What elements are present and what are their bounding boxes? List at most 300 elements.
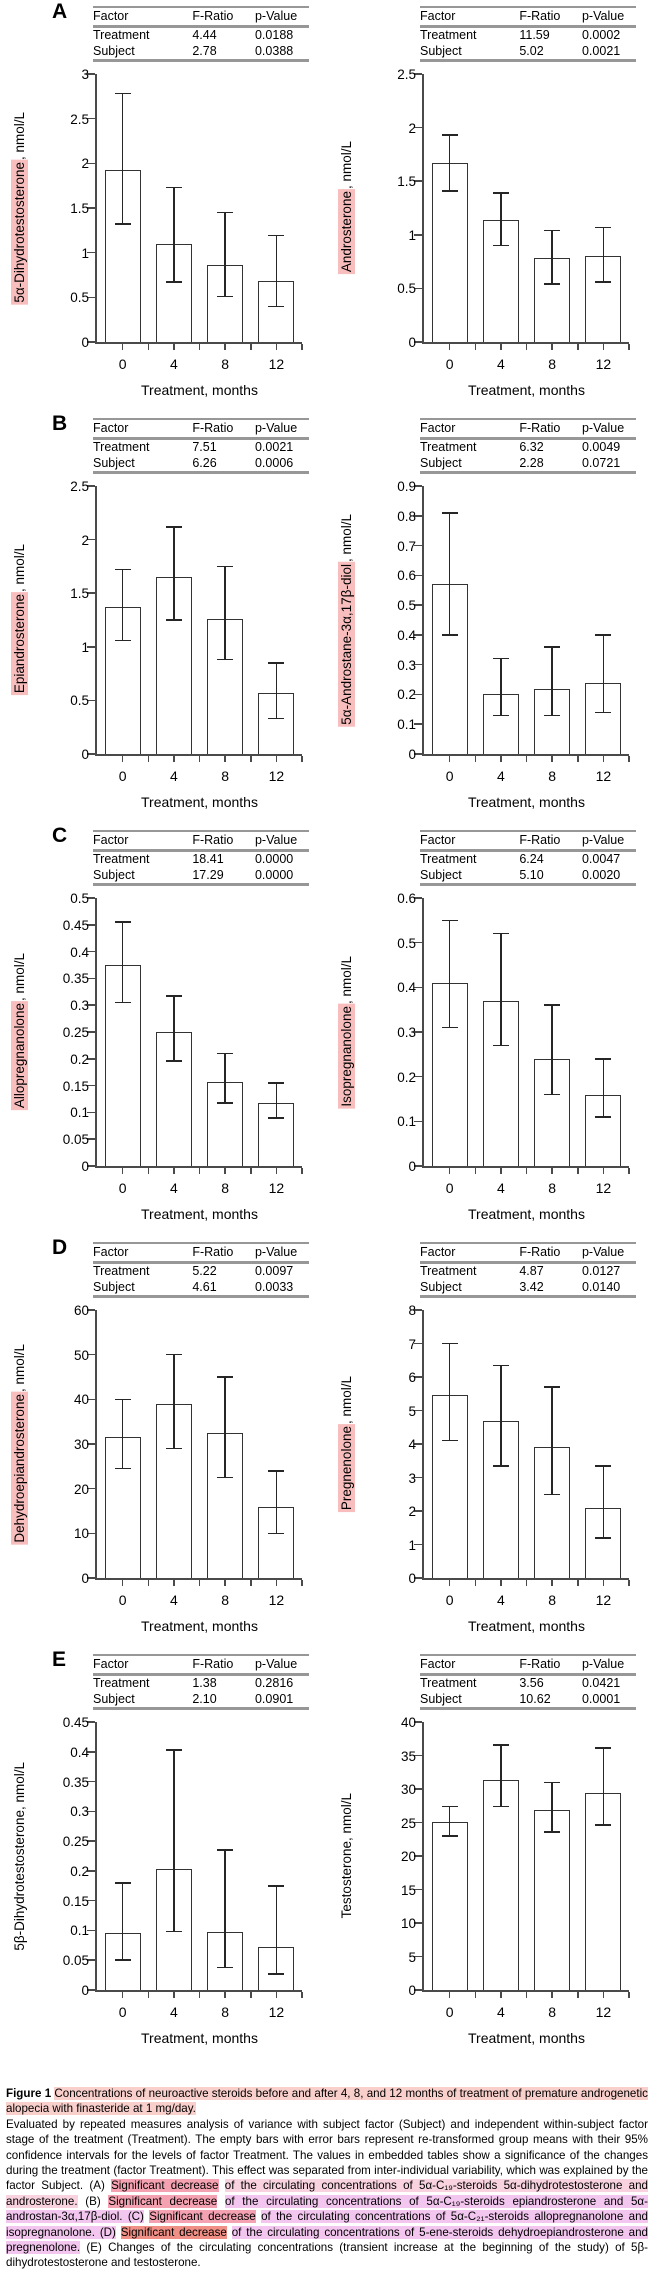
- y-tick-label: 2.5: [397, 67, 416, 82]
- error-bar-line: [449, 920, 451, 1027]
- stats-row: [420, 851, 636, 868]
- stats-cell: 7.51: [192, 440, 217, 454]
- y-tick-label: 8: [408, 1303, 416, 1318]
- x-tick-label: 8: [221, 1180, 230, 1196]
- x-tick: [148, 756, 150, 762]
- error-bar-line: [276, 1886, 278, 1974]
- y-axis-label-text: [12, 112, 27, 305]
- plot-area: [70, 67, 302, 398]
- plot-area: [397, 891, 629, 1222]
- x-tick: [199, 1168, 201, 1174]
- y-tick-label: 0.1: [70, 1105, 89, 1121]
- error-bar-cap: [166, 995, 182, 997]
- error-bar-line: [551, 1005, 553, 1094]
- stats-header-row: [420, 7, 636, 27]
- chart-B-right: [327, 412, 654, 824]
- y-tick-label: 0.2: [397, 687, 416, 703]
- stats-row: [93, 44, 309, 61]
- x-tick: [551, 756, 553, 762]
- stats-cell: 6.24: [519, 852, 544, 866]
- y-tick-label: 30: [400, 1782, 416, 1797]
- error-bar-line: [500, 934, 502, 1046]
- error-bar-line: [224, 1053, 226, 1102]
- x-tick: [526, 1168, 528, 1174]
- y-axis-label-text: [12, 544, 27, 695]
- error-bar-line: [500, 1745, 502, 1807]
- y-axis-label-name: Allopregnanolone: [11, 1003, 27, 1109]
- stats-row: [93, 851, 309, 868]
- x-tick: [224, 344, 226, 350]
- x-tick: [122, 1168, 124, 1174]
- stats-header: Factor: [93, 419, 192, 439]
- stats-header: p-Value: [255, 831, 309, 851]
- stats-header: Factor: [420, 1243, 519, 1263]
- stats-header-row: [93, 419, 309, 439]
- error-bar-line: [276, 1471, 278, 1534]
- error-bar-cap: [493, 1744, 509, 1746]
- error-bar-cap: [493, 192, 509, 194]
- x-tick-label: 0: [445, 1180, 454, 1196]
- y-tick-label: 1.5: [70, 201, 89, 216]
- stats-header: Factor: [93, 831, 192, 851]
- y-tick-label: 0.45: [62, 1715, 89, 1730]
- error-bar-cap: [442, 190, 458, 192]
- error-bar-cap: [217, 659, 233, 661]
- y-tick-label: 5: [408, 1949, 416, 1965]
- stats-cell: 6.26: [192, 455, 217, 470]
- stats-row: [93, 27, 309, 44]
- error-bar-cap: [493, 1045, 509, 1047]
- x-tick: [148, 344, 150, 350]
- x-tick: [500, 1168, 502, 1174]
- y-axis-label-unit: , nmol/L: [338, 141, 354, 190]
- error-bar-cap: [217, 212, 233, 214]
- error-bar-cap: [595, 712, 611, 714]
- error-bar-cap: [493, 1365, 509, 1367]
- stats-row: [93, 1675, 309, 1692]
- stats-cell: Treatment: [93, 440, 150, 454]
- error-bar-cap: [442, 1027, 458, 1029]
- x-tick: [276, 756, 278, 762]
- y-tick-label: 1.5: [397, 174, 416, 190]
- y-tick-label: 0.25: [62, 1025, 89, 1040]
- x-tick-label: 0: [445, 356, 454, 372]
- stats-cell: 6.32: [519, 440, 544, 454]
- stats-cell: 0.0421: [581, 1676, 621, 1690]
- x-tick: [500, 344, 502, 350]
- x-tick-label: 12: [595, 1180, 612, 1196]
- error-bar-cap: [268, 306, 284, 308]
- x-tick: [173, 1580, 175, 1586]
- stats-table: [93, 1654, 309, 1710]
- stats-cell: 0.0021: [254, 440, 294, 454]
- x-tick-label: 4: [496, 1592, 505, 1608]
- stats-header: F-Ratio: [519, 7, 582, 27]
- stats-header: F-Ratio: [192, 1655, 255, 1675]
- chart-C-left: [0, 824, 327, 1236]
- error-bar-cap: [493, 1806, 509, 1808]
- stats-row: [93, 439, 309, 456]
- stats-header-row: [93, 831, 309, 851]
- y-axis-label: [6, 898, 32, 1166]
- error-bar-cap: [166, 619, 182, 621]
- x-tick: [199, 1992, 201, 1998]
- x-tick: [199, 1580, 201, 1586]
- stats-header: p-Value: [582, 831, 636, 851]
- y-axis-label-name: 5β-Dihydrotestosterone: [11, 1809, 27, 1951]
- x-tick: [526, 1992, 528, 1998]
- x-tick: [628, 756, 630, 762]
- caption-segment: Significant decrease: [120, 2225, 227, 2239]
- error-bar-cap: [217, 1849, 233, 1851]
- y-axis-label-unit: , nmol/L: [338, 513, 354, 562]
- y-tick-label: 0.05: [62, 1132, 89, 1148]
- x-tick-label: 4: [169, 2004, 178, 2020]
- stats-cell: Subject: [93, 1279, 135, 1294]
- y-tick-label: 4: [408, 1437, 416, 1452]
- stats-header-row: [420, 419, 636, 439]
- x-tick: [475, 1992, 477, 1998]
- caption-segment: of the circulating concentrations of 5α-C₁₉-steroids 5α-dihydrotestosterone and androsterone.: [6, 2179, 649, 2208]
- error-bar-cap: [595, 634, 611, 636]
- error-bar-cap: [595, 1465, 611, 1467]
- y-tick-label: 0: [408, 1571, 416, 1586]
- stats-cell: Subject: [420, 455, 462, 470]
- caption-segment: of the circulating concentrations of 5α-C₂₁-steroids allopregnanolone and isopregnanolone. (D): [6, 2210, 648, 2239]
- error-bar-cap: [217, 1376, 233, 1378]
- x-tick-label: 12: [268, 1180, 285, 1196]
- stats-cell: Subject: [93, 455, 135, 470]
- plot-area: [70, 479, 302, 810]
- error-bar-cap: [115, 569, 131, 571]
- y-tick-label: 0.3: [397, 657, 416, 673]
- y-tick-label: 25: [400, 1815, 416, 1831]
- error-bar-line: [122, 1883, 124, 1960]
- y-tick-label: 0.6: [397, 568, 416, 584]
- x-tick: [628, 1580, 630, 1586]
- caption-segment: [227, 2226, 232, 2239]
- y-tick-label: 0.35: [62, 971, 89, 987]
- error-bar-line: [603, 1748, 605, 1825]
- x-tick: [122, 344, 124, 350]
- error-bar-line: [603, 227, 605, 282]
- y-tick-label: 0: [408, 1159, 416, 1174]
- x-tick: [603, 1580, 605, 1586]
- x-tick: [250, 1580, 252, 1586]
- stats-cell: 5.02: [519, 43, 544, 58]
- y-tick-label: 0.5: [397, 281, 416, 297]
- stats-header-row: [420, 1655, 636, 1675]
- y-tick-label: 0.5: [70, 290, 89, 306]
- x-axis-label: Treatment, months: [141, 794, 258, 810]
- x-tick: [526, 344, 528, 350]
- x-tick: [577, 1580, 579, 1586]
- x-tick: [301, 344, 303, 350]
- stats-cell: 3.42: [519, 1279, 544, 1294]
- x-tick: [224, 1992, 226, 1998]
- error-bar-cap: [166, 1749, 182, 1751]
- error-bar-cap: [442, 512, 458, 514]
- x-tick: [551, 1992, 553, 1998]
- caption-segment: Evaluated by repeated measures analysis of variance with subject factor (Subject) and independent within-subject factor stage of the treatment (Treatment). The empty bars with error bars represent re-transformed group means with their 95% confidence intervals for the levels of factor Treatment. The values in embedded tables show a significance of the changes during the treatment (factor Treatment). This effect was separated from inter-individual variability, which was explained by the factor Subject. (A): [6, 2117, 648, 2193]
- x-tick: [449, 344, 451, 350]
- y-tick-label: 10: [400, 1916, 416, 1931]
- stats-cell: 0.0033: [254, 1279, 294, 1294]
- error-bar-cap: [544, 283, 560, 285]
- y-tick-label: 0: [81, 1159, 89, 1174]
- panel-label-B: B: [52, 412, 68, 435]
- y-tick-label: 3: [81, 67, 89, 82]
- stats-cell: Subject: [420, 1691, 462, 1706]
- stats-cell: Subject: [420, 43, 462, 58]
- error-bar-line: [224, 1377, 226, 1478]
- stats-cell: Treatment: [93, 1676, 150, 1690]
- y-tick-label: 0.35: [62, 1774, 89, 1790]
- y-tick-label: 30: [73, 1437, 89, 1452]
- error-bar-cap: [268, 662, 284, 664]
- y-tick-label: 0.3: [70, 1804, 89, 1820]
- error-bar-line: [122, 570, 124, 641]
- y-axis-label-text: [339, 514, 354, 727]
- error-bar-cap: [166, 1931, 182, 1933]
- x-tick: [148, 1992, 150, 1998]
- x-axis-label: Treatment, months: [468, 2030, 585, 2046]
- x-tick: [500, 1992, 502, 1998]
- error-bar-cap: [595, 1116, 611, 1118]
- panel-B: [0, 412, 654, 824]
- y-axis-label-unit: , nmol/L: [11, 111, 27, 160]
- error-bar-line: [551, 647, 553, 715]
- x-tick: [250, 1168, 252, 1174]
- y-axis-label: [6, 1310, 32, 1578]
- y-tick-label: 2.5: [70, 479, 89, 494]
- error-bar-cap: [595, 227, 611, 229]
- x-tick: [449, 1580, 451, 1586]
- x-tick: [603, 1168, 605, 1174]
- stats-cell: 2.10: [192, 1691, 217, 1706]
- stats-header: Factor: [93, 1243, 192, 1263]
- y-axis-label-unit: , nmol/L: [11, 1761, 27, 1810]
- y-axis-label: [6, 486, 32, 754]
- error-bar-cap: [544, 1494, 560, 1496]
- stats-header-row: [420, 831, 636, 851]
- stats-cell: 0.0021: [581, 43, 621, 58]
- x-tick: [551, 1168, 553, 1174]
- x-tick: [173, 1168, 175, 1174]
- y-tick-label: 0.9: [397, 479, 416, 494]
- error-bar-line: [551, 1387, 553, 1494]
- stats-header: p-Value: [582, 1243, 636, 1263]
- x-tick-label: 0: [118, 2004, 127, 2020]
- y-tick-label: 6: [408, 1370, 416, 1385]
- x-axis-label: Treatment, months: [468, 794, 585, 810]
- error-bar-cap: [268, 1973, 284, 1975]
- error-bar-cap: [442, 634, 458, 636]
- x-tick-label: 4: [496, 1180, 505, 1196]
- y-tick-label: 0.15: [62, 1078, 89, 1094]
- stats-cell: 10.62: [519, 1691, 551, 1706]
- error-bar-line: [276, 663, 278, 719]
- y-tick-label: 0.5: [70, 693, 89, 709]
- x-tick: [122, 1992, 124, 1998]
- x-tick-label: 0: [445, 1592, 454, 1608]
- y-tick-label: 35: [400, 1748, 416, 1764]
- stats-row: [420, 1692, 636, 1709]
- y-tick-label: 0.3: [397, 1025, 416, 1040]
- x-tick: [276, 1168, 278, 1174]
- error-bar-line: [603, 1466, 605, 1538]
- x-tick: [276, 344, 278, 350]
- x-tick-label: 8: [221, 1592, 230, 1608]
- stats-row: [420, 456, 636, 473]
- stats-cell: 0.0049: [581, 440, 621, 454]
- stats-cell: 11.59: [519, 28, 550, 42]
- y-tick-label: 7: [408, 1336, 416, 1352]
- stats-cell: 0.0188: [254, 28, 294, 42]
- y-axis-label-unit: , nmol/L: [11, 1343, 27, 1392]
- y-tick-label: 0.1: [397, 717, 416, 733]
- y-axis-label-text: [339, 141, 354, 274]
- error-bar-cap: [595, 281, 611, 283]
- y-tick-label: 2: [81, 532, 89, 548]
- stats-header: F-Ratio: [192, 419, 255, 439]
- x-axis-label: Treatment, months: [141, 1206, 258, 1222]
- x-tick: [224, 1580, 226, 1586]
- stats-table: [93, 830, 309, 886]
- x-tick: [250, 344, 252, 350]
- caption-segment: [219, 2179, 225, 2192]
- x-tick-label: 12: [595, 356, 612, 372]
- error-bar-cap: [217, 566, 233, 568]
- y-tick-label: 0.1: [70, 1923, 89, 1939]
- error-bar-cap: [493, 715, 509, 717]
- error-bar-line: [276, 236, 278, 307]
- x-tick-label: 0: [118, 1180, 127, 1196]
- x-tick: [577, 344, 579, 350]
- stats-cell: 18.41: [192, 852, 224, 866]
- error-bar-cap: [115, 640, 131, 642]
- error-bar-cap: [217, 1102, 233, 1104]
- stats-table: [93, 418, 309, 474]
- error-bar-cap: [595, 1058, 611, 1060]
- error-bar-line: [173, 1355, 175, 1449]
- x-tick: [603, 344, 605, 350]
- stats-cell: Treatment: [420, 1676, 477, 1690]
- error-bar-cap: [268, 1533, 284, 1535]
- stats-cell: 0.0127: [581, 1264, 621, 1278]
- y-axis-label: [333, 74, 359, 342]
- stats-cell: Treatment: [93, 1264, 150, 1278]
- error-bar-line: [173, 187, 175, 282]
- y-tick-label: 0.7: [397, 538, 416, 554]
- x-tick-label: 4: [496, 768, 505, 784]
- x-tick: [526, 756, 528, 762]
- error-bar-cap: [493, 245, 509, 247]
- chart-A-left: [0, 0, 327, 412]
- chart-A-right: [327, 0, 654, 412]
- x-tick: [449, 1168, 451, 1174]
- x-tick: [551, 344, 553, 350]
- x-tick-label: 0: [118, 768, 127, 784]
- x-tick: [301, 756, 303, 762]
- stats-cell: Subject: [420, 1279, 462, 1294]
- stats-table: [420, 830, 636, 886]
- error-bar-line: [500, 193, 502, 246]
- error-bar-line: [551, 231, 553, 285]
- stats-header: F-Ratio: [192, 7, 255, 27]
- y-axis-label-name: Epiandrosterone: [11, 594, 27, 694]
- error-bar-line: [551, 1782, 553, 1832]
- y-tick-label: 3: [408, 1470, 416, 1486]
- error-bar-cap: [493, 658, 509, 660]
- x-tick: [500, 756, 502, 762]
- y-tick-label: 1: [81, 245, 89, 261]
- stats-cell: 17.29: [192, 867, 224, 882]
- panel-E: [0, 1648, 654, 2060]
- plot-area: [397, 67, 629, 398]
- error-bar-cap: [493, 1465, 509, 1467]
- y-axis-label-unit: , nmol/L: [338, 1793, 354, 1842]
- stats-cell: 1.38: [192, 1676, 217, 1690]
- x-tick-label: 4: [496, 356, 505, 372]
- error-bar-cap: [595, 1824, 611, 1826]
- plot-area: [397, 479, 629, 810]
- error-bar-cap: [115, 921, 131, 923]
- stats-row: [93, 1263, 309, 1280]
- caption-segment: Concentrations of neuroactive steroids before and after 4, 8, and 12 months of treatment of premature androgenetic alopecia with finasteride at 1 mg/day.: [6, 2087, 648, 2116]
- stats-row: [420, 1280, 636, 1297]
- stats-table: [420, 418, 636, 474]
- error-bar-cap: [268, 718, 284, 720]
- y-axis-label: [6, 74, 32, 342]
- x-tick-label: 0: [445, 2004, 454, 2020]
- x-tick-label: 8: [548, 356, 557, 372]
- stats-row: [93, 1280, 309, 1297]
- stats-cell: 5.22: [192, 1264, 217, 1278]
- chart-D-right: [327, 1236, 654, 1648]
- stats-header: Factor: [420, 7, 519, 27]
- panel-label-C: C: [52, 824, 68, 847]
- panel-label-D: D: [52, 1236, 68, 1259]
- x-tick: [475, 1580, 477, 1586]
- y-tick-label: 2: [408, 1504, 416, 1519]
- error-bar-line: [173, 1750, 175, 1932]
- x-tick-label: 4: [169, 356, 178, 372]
- y-tick-label: 0: [408, 1983, 416, 1998]
- x-tick: [526, 1580, 528, 1586]
- x-tick: [122, 756, 124, 762]
- stats-header: Factor: [93, 7, 192, 27]
- x-tick: [628, 344, 630, 350]
- error-bar-cap: [166, 1354, 182, 1356]
- y-axis-label-name: Isopregnanolone: [338, 1005, 354, 1107]
- stats-header: p-Value: [255, 1655, 309, 1675]
- chart-E-right: [327, 1648, 654, 2060]
- error-bar-cap: [115, 1002, 131, 1004]
- x-tick: [173, 344, 175, 350]
- y-tick-label: 0: [81, 1571, 89, 1586]
- stats-table: [420, 1242, 636, 1298]
- y-tick-label: 0.4: [70, 944, 89, 960]
- error-bar-cap: [544, 646, 560, 648]
- y-axis-label-text: [339, 1793, 354, 1918]
- stats-cell: 2.28: [519, 455, 544, 470]
- error-bar-line: [173, 527, 175, 620]
- x-axis-label: Treatment, months: [141, 382, 258, 398]
- y-tick-label: 0.3: [70, 998, 89, 1014]
- stats-table: [420, 6, 636, 62]
- y-tick-label: 1: [408, 227, 416, 243]
